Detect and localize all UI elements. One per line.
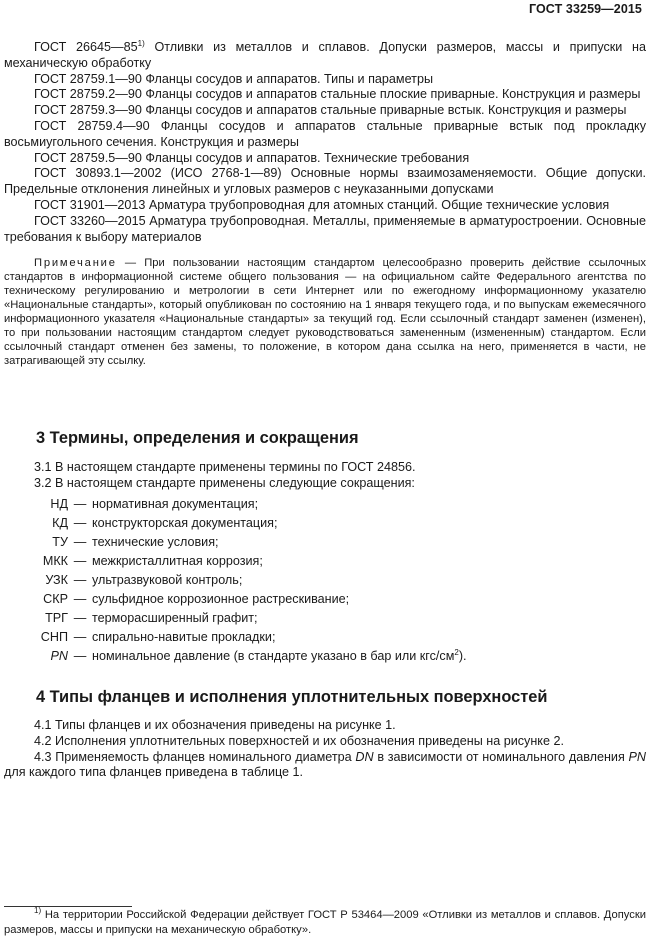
abbreviation-dash: — [73, 497, 87, 512]
abbreviation-row [4, 533, 646, 552]
abbreviation-term: КД [52, 516, 68, 531]
abbreviation-dash: — [73, 573, 87, 588]
abbreviation-term: ТУ [52, 535, 68, 550]
symbol-dn: DN [355, 749, 374, 764]
abbreviation-dash: — [73, 554, 87, 569]
abbreviation-term: СНП [40, 630, 68, 645]
abbreviation-definition: нормативная документация; [92, 497, 259, 512]
footnote [4, 908, 646, 937]
symbol-pn: PN [628, 749, 646, 764]
reference-item: ГОСТ 28759.3—90 Фланцы сосудов и аппаратов стальные приварные встык. Конструкция и размеры [34, 103, 627, 118]
definition-tail: ). [458, 649, 467, 664]
reference-note [4, 256, 646, 368]
reference-text: Отливки из металлов и сплавов. Допуски размеров, массы и припуски на механическую обработку [4, 40, 646, 70]
reference-item [4, 40, 646, 72]
abbreviation-dash: — [73, 535, 87, 550]
footnote-text: На территории Российской Федерации действует ГОСТ Р 53464—2009 «Отливки из металлов и сплавов. Допуски размеров, массы и припуски на механическую обработку». [4, 909, 646, 936]
clause-3-1: 3.1 В настоящем стандарте применены термины по ГОСТ 24856. [34, 460, 416, 474]
normative-references [4, 40, 646, 368]
reference-item: ГОСТ 28759.2—90 Фланцы сосудов и аппаратов стальные плоские приварные. Конструкция и размеры [34, 87, 641, 102]
abbreviation-dash: — [73, 611, 87, 626]
abbreviation-definition: терморасширенный графит; [92, 611, 258, 626]
abbreviation-definition [92, 649, 467, 663]
note-label: Примечание [34, 257, 117, 270]
footnote-marker[interactable]: 1) [137, 39, 145, 48]
reference-item: ГОСТ 28759.5—90 Фланцы сосудов и аппаратов. Технические требования [34, 150, 470, 165]
section-3-body [4, 460, 646, 666]
abbreviation-term: СКР [43, 592, 68, 607]
clause-text: в зависимости от номинального давления [373, 749, 629, 764]
abbreviation-term: НД [50, 497, 68, 512]
abbreviation-term: МКК [42, 554, 68, 569]
abbreviation-row [4, 609, 646, 628]
superscript: 2 [454, 648, 459, 658]
abbreviation-definition: конструкторская документация; [92, 516, 278, 531]
abbreviation-definition: межкристаллитная коррозия; [92, 554, 263, 569]
abbreviation-definition: ультразвуковой контроль; [92, 573, 243, 588]
reference-item: ГОСТ 33260—2015 Арматура трубопроводная. Металлы, применяемые в арматуростроении. Основные требования к выбору материалов [4, 213, 646, 244]
note-text: — При пользовании настоящим стандартом целесообразно проверить действие ссылочных стандартов в информационной системе общего пользования — на официальном сайте Федерального агентства по техническому регулированию и метрологии в сети Интернет или по ежегодному информационному указателю «Национальные стандарты», который опубликован по состоянию на 1 января текущего года, и по выпускам ежемесячного информационного указателя «Национальные стандарты» за текущий год. Если ссылочный стандарт заменен (изменен), то при пользовании настоящим стандартом следует руководствоваться замененным (измененным) стандартом. Если ссылочный стандарт отменен без замены, то положение, в котором дана ссылка на него, применяется в части, не затрагивающей эту ссылку. [4, 257, 646, 368]
abbreviation-row [4, 495, 646, 514]
abbreviation-definition: спирально-навитые прокладки; [92, 630, 276, 645]
definition-text: номинальное давление (в стандарте указано в бар или кгс/см [92, 649, 455, 664]
abbreviation-definition: сульфидное коррозионное растрескивание; [92, 592, 350, 607]
clause-4-2: 4.2 Исполнения уплотнительных поверхностей и их обозначения приведены на рисунке 2. [34, 733, 564, 748]
reference-item: ГОСТ 31901—2013 Арматура трубопроводная для атомных станций. Общие технические условия [34, 197, 610, 212]
clause-4-3 [4, 750, 646, 782]
abbreviation-row [4, 514, 646, 533]
abbreviation-dash: — [73, 630, 87, 645]
section-3-heading: 3 Термины, определения и сокращения [36, 429, 359, 447]
abbreviation-row [4, 590, 646, 609]
abbreviation-dash: — [73, 516, 87, 531]
abbreviation-term: УЗК [45, 573, 68, 588]
reference-item: ГОСТ 28759.1—90 Фланцы сосудов и аппаратов. Типы и параметры [34, 71, 433, 86]
abbreviation-row [4, 647, 646, 666]
reference-text: ГОСТ 26645—85 [34, 40, 138, 54]
footnote-marker: 1) [34, 906, 42, 915]
abbreviation-row [4, 628, 646, 647]
clause-text: 4.3 Применяемость фланцев номинального диаметра [34, 749, 356, 764]
footnote-divider [4, 906, 132, 907]
abbreviation-dash: — [73, 592, 87, 607]
abbreviation-term: ТРГ [45, 611, 68, 626]
abbreviation-row [4, 552, 646, 571]
clause-text: для каждого типа фланцев приведена в таблице 1. [4, 765, 304, 780]
abbreviation-definition: технические условия; [92, 535, 219, 550]
page-header: ГОСТ 33259—2015 [528, 2, 642, 16]
section-4-heading: 4 Типы фланцев и исполнения уплотнительных поверхностей [36, 688, 548, 706]
abbreviation-term: PN [50, 649, 68, 664]
clause-4-1: 4.1 Типы фланцев и их обозначения приведены на рисунке 1. [34, 718, 396, 732]
section-4-body [4, 718, 646, 781]
abbreviation-row [4, 571, 646, 590]
reference-item: ГОСТ 30893.1—2002 (ИСО 2768-1—89) Основные нормы взаимозаменяемости. Общие допуски. Предельные отклонения линейных и угловых размеров с неуказанными допусками [4, 166, 646, 197]
abbreviation-dash: — [73, 649, 87, 664]
reference-item: ГОСТ 28759.4—90 Фланцы сосудов и аппаратов стальные приварные встык под прокладку восьмиугольного сечения. Конструкция и размеры [4, 118, 646, 149]
clause-3-2: 3.2 В настоящем стандарте применены следующие сокращения: [34, 475, 415, 490]
